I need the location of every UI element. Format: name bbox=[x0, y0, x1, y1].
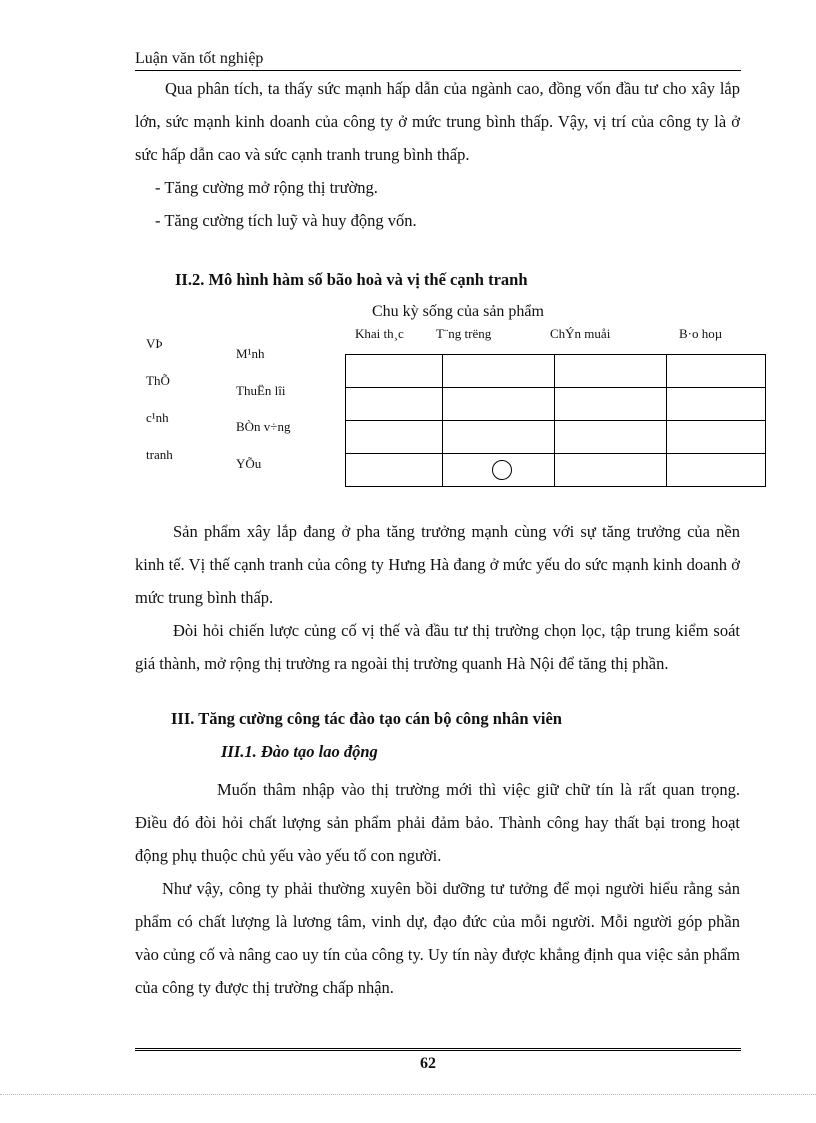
section-heading-3: III. Tăng cường công tác đào tạo cán bộ công nhân viên bbox=[171, 709, 562, 728]
matrix-cell bbox=[346, 454, 443, 487]
matrix-cell bbox=[667, 355, 766, 388]
matrix-cell bbox=[346, 388, 443, 421]
column-header-growth: T¨ng trëng bbox=[436, 326, 492, 341]
intro-paragraph: Qua phân tích, ta thấy sức mạnh hấp dẫn của ngành cao, đồng vốn đầu tư cho xây lắp lớn, sức mạnh kinh doanh của công ty ở mức trung bình thấp. Vậy, vị trí của công ty là ở sức hấp dẫn cao và sức cạnh tranh trung bình thấp. bbox=[135, 79, 740, 164]
matrix-row bbox=[346, 454, 766, 487]
axis-label-3: c¹nh bbox=[146, 410, 169, 425]
matrix-cell bbox=[443, 421, 555, 454]
running-header bbox=[135, 48, 741, 71]
column-header-intro: Khai th¸c bbox=[355, 326, 404, 341]
training-paragraph-1: Muốn thâm nhập vào thị trường mới thì việc giữ chữ tín là rất quan trọng. Điều đó đòi hỏi chất lượng sản phẩm phải đảm bảo. Thành công hay thất bại trong hoạt động phụ thuộc chủ yếu vào yếu tố con người. bbox=[135, 780, 740, 865]
matrix-cell bbox=[443, 388, 555, 421]
training-paragraph-2: Như vậy, công ty phải thường xuyên bồi dưỡng tư tưởng để mọi người hiểu rằng sản phẩm có chất lượng là lương tâm, vinh dự, đạo đức của mỗi người. Mỗi người góp phần vào củng cố và nâng cao uy tín của công ty. Uy tín này được khẳng định qua việc sản phẩm của công ty được thị trường chấp nhận. bbox=[135, 879, 740, 997]
row-label-favorable: ThuËn lîi bbox=[236, 383, 286, 398]
column-header-maturity: ChÝn muåi bbox=[550, 326, 611, 341]
axis-label-1: VÞ bbox=[146, 336, 163, 351]
row-label-sustainable: BÒn v÷ng bbox=[236, 419, 291, 434]
matrix-cell bbox=[667, 421, 766, 454]
matrix-row bbox=[346, 355, 766, 388]
matrix-cell bbox=[667, 454, 766, 487]
training-block bbox=[135, 773, 740, 1004]
bullet-accumulate-capital: - Tăng cường tích luỹ và huy động vốn. bbox=[155, 211, 417, 230]
row-label-strong: M¹nh bbox=[236, 346, 265, 361]
analysis-paragraph-2: Đòi hỏi chiến lược củng cố vị thế và đầu tư thị trường chọn lọc, tập trung kiểm soát giá thành, mở rộng thị trường ra ngoài thị trường quanh Hà Nội để tăng thị phần. bbox=[135, 621, 740, 673]
matrix-row bbox=[346, 388, 766, 421]
matrix-cell bbox=[346, 355, 443, 388]
axis-label-2: ThÕ bbox=[146, 373, 170, 388]
row-label-weak: YÕu bbox=[236, 456, 262, 471]
analysis-block bbox=[135, 515, 740, 680]
page-number: 62 bbox=[420, 1055, 436, 1072]
matrix-row bbox=[346, 421, 766, 454]
matrix-title: Chu kỳ sống của sản phẩm bbox=[372, 303, 544, 320]
matrix-cell bbox=[443, 355, 555, 388]
matrix-cell bbox=[555, 421, 667, 454]
analysis-paragraph-1: Sản phẩm xây lắp đang ở pha tăng trưởng mạnh cùng với sự tăng trưởng của nền kinh tế. Vị thế cạnh tranh của công ty Hưng Hà đang ở mức yếu do sức mạnh kinh doanh ở mức trung bình thấp. bbox=[135, 522, 740, 607]
intro-block bbox=[135, 72, 740, 237]
position-marker-circle bbox=[492, 460, 512, 480]
page-edge-divider bbox=[0, 1094, 816, 1095]
position-matrix-grid bbox=[345, 354, 766, 487]
matrix-cell bbox=[443, 454, 555, 487]
matrix-cell bbox=[346, 421, 443, 454]
matrix-cell bbox=[555, 454, 667, 487]
running-title: Luận văn tốt nghiệp bbox=[135, 50, 264, 67]
matrix-cell bbox=[667, 388, 766, 421]
column-header-saturation: B·o hoµ bbox=[679, 326, 723, 341]
bullet-expand-market: - Tăng cường mở rộng thị trường. bbox=[155, 178, 378, 197]
subsection-heading-3-1: III.1. Đào tạo lao động bbox=[221, 742, 378, 761]
section-heading-2-2: II.2. Mô hình hàm số bão hoà và vị thế cạnh tranh bbox=[175, 270, 528, 289]
matrix-cell bbox=[555, 355, 667, 388]
matrix-cell bbox=[555, 388, 667, 421]
footer-rule bbox=[135, 1048, 741, 1051]
axis-label-4: tranh bbox=[146, 447, 173, 462]
